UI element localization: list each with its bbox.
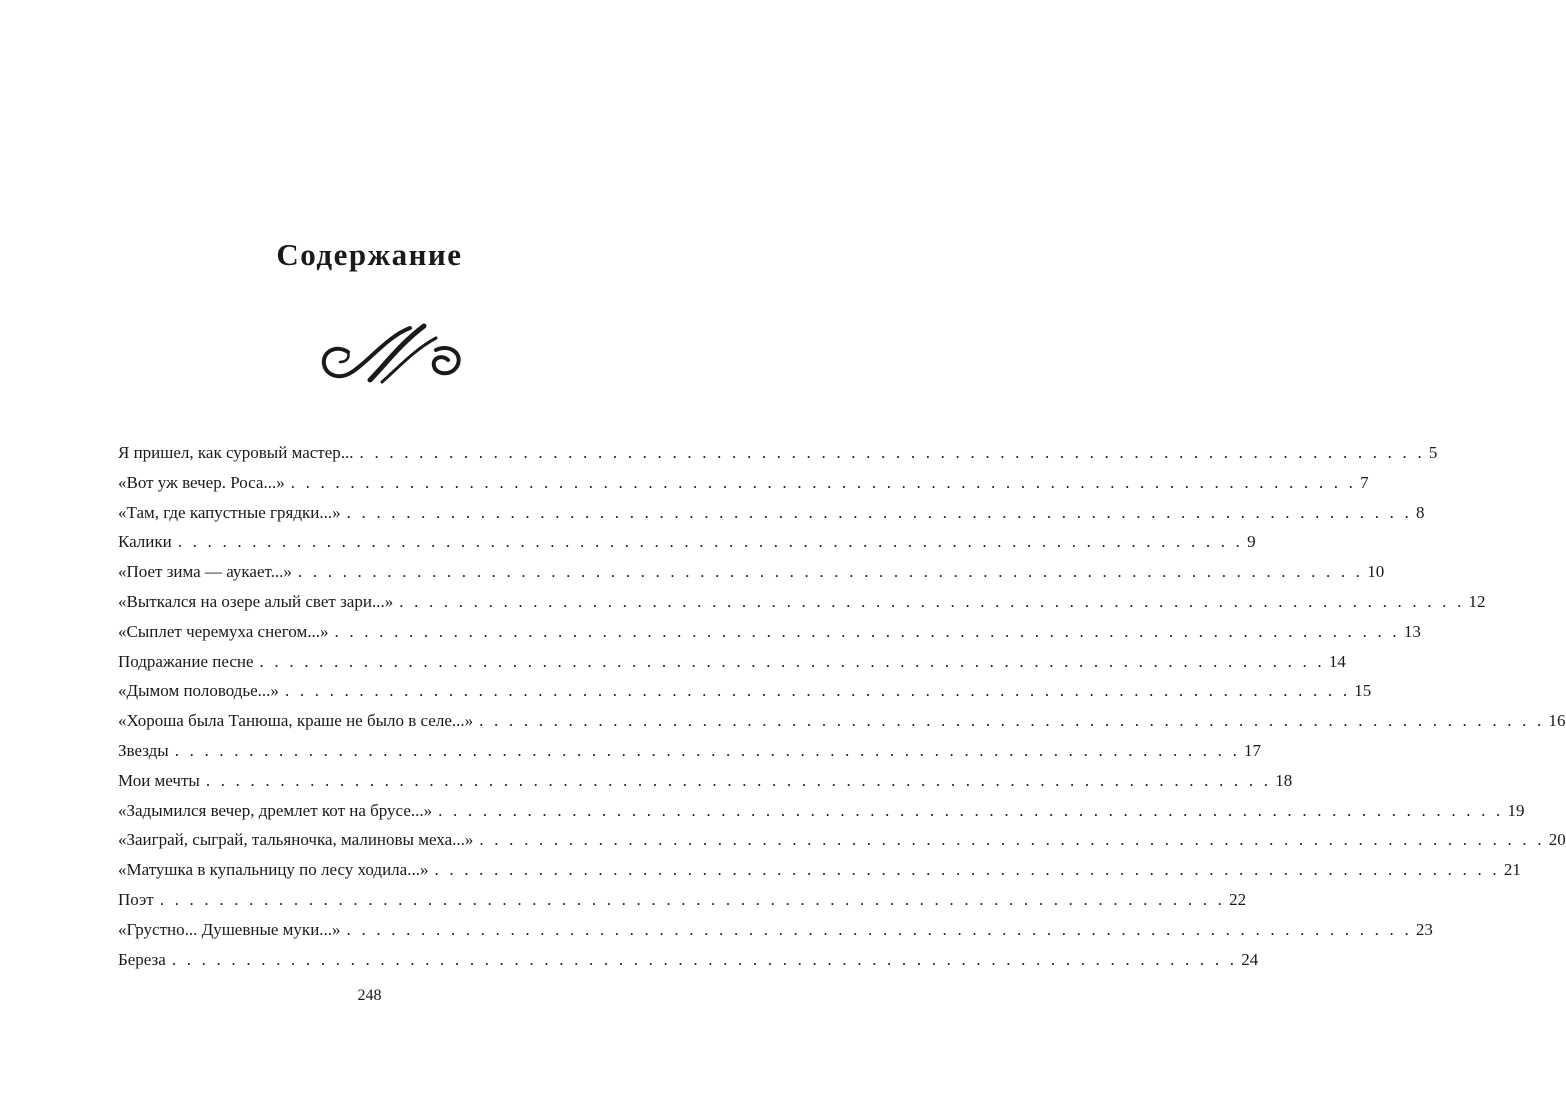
toc-entry[interactable] — [118, 766, 1293, 796]
toc-entry-title: «Дымом половодье...» — [118, 681, 279, 701]
toc-entry-title: «Грустно... Душевные муки...» — [118, 919, 341, 939]
toc-entry-page: 10 — [1367, 562, 1385, 582]
toc-entry[interactable] — [118, 825, 1566, 855]
page-title: Содержание — [276, 237, 463, 272]
toc-entry-title: Поэт — [118, 889, 154, 909]
toc-entry-title: Звезды — [118, 740, 169, 760]
toc-entry[interactable] — [118, 498, 1425, 528]
dot-leader: . . . . . . . . . . . . . . . . . . . . . . . . . . . . . . . . . . . . . . . . . . . . . . . . . . . . . . . . . . . . . . . . . . . . . . . . — [346, 502, 1412, 522]
dot-leader: . . . . . . . . . . . . . . . . . . . . . . . . . . . . . . . . . . . . . . . . . . . . . . . . . . . . . . . . . . . . . . . . . . . . . . . . — [174, 740, 1241, 760]
dot-leader: . . . . . . . . . . . . . . . . . . . . . . . . . . . . . . . . . . . . . . . . . . . . . . . . . . . . . . . . . . . . . . . . . . . . . . . . — [259, 651, 1325, 671]
dot-leader: . . . . . . . . . . . . . . . . . . . . . . . . . . . . . . . . . . . . . . . . . . . . . . . . . . . . . . . . . . . . . . . . . . . . . . . . — [479, 830, 1545, 850]
toc-entry-page: 23 — [1415, 919, 1433, 939]
dot-leader: . . . . . . . . . . . . . . . . . . . . . . . . . . . . . . . . . . . . . . . . . . . . . . . . . . . . . . . . . . . . . . . . . . . . . . . . — [290, 472, 1357, 492]
toc-entry[interactable] — [118, 617, 1421, 647]
toc-entry-page: 13 — [1403, 621, 1421, 641]
toc-entry[interactable] — [118, 438, 1438, 468]
toc-entry[interactable] — [118, 647, 1346, 677]
toc-entry-page: 16 — [1548, 711, 1566, 731]
dot-leader: . . . . . . . . . . . . . . . . . . . . . . . . . . . . . . . . . . . . . . . . . . . . . . . . . . . . . . . . . . . . . . . . . . . . . . . . — [205, 770, 1272, 790]
toc-entry[interactable] — [118, 796, 1525, 826]
toc-entry-page: 5 — [1428, 443, 1438, 462]
toc-entry-title: «Матушка в купальницу по лесу ходила...» — [118, 860, 429, 880]
toc-entry-page: 24 — [1241, 949, 1259, 969]
dot-leader: . . . . . . . . . . . . . . . . . . . . . . . . . . . . . . . . . . . . . . . . . . . . . . . . . . . . . . . . . . . . . . . . . . . . . . . . — [346, 919, 1412, 939]
toc-entry-page: 7 — [1360, 472, 1369, 492]
dot-leader: . . . . . . . . . . . . . . . . . . . . . . . . . . . . . . . . . . . . . . . . . . . . . . . . . . . . . . . . . . . . . . . . . . . . . . . . — [438, 800, 1504, 820]
dot-leader: . . . . . . . . . . . . . . . . . . . . . . . . . . . . . . . . . . . . . . . . . . . . . . . . . . . . . . . . . . . . . . . . . . . . . . . . — [297, 562, 1364, 582]
toc-entry[interactable] — [118, 945, 1259, 975]
page-number: 248 — [357, 987, 382, 1004]
toc-entry-title: «Там, где капустные грядки...» — [118, 502, 341, 522]
dot-leader: . . . . . . . . . . . . . . . . . . . . . . . . . . . . . . . . . . . . . . . . . . . . . . . . . . . . . . . . . . . . . . . . . . . . . . . . — [479, 711, 1545, 731]
toc-entry-page: 21 — [1503, 860, 1521, 880]
toc-entry-title: «Заиграй, сыграй, тальяночка, малиновы меха...» — [118, 830, 474, 850]
dot-leader: . . . . . . . . . . . . . . . . . . . . . . . . . . . . . . . . . . . . . . . . . . . . . . . . . . . . . . . . . . . . . . . . . . . . . . . . — [434, 860, 1500, 880]
toc-entry[interactable] — [118, 736, 1262, 766]
dot-leader: . . . . . . . . . . . . . . . . . . . . . . . . . . . . . . . . . . . . . . . . . . . . . . . . . . . . . . . . . . . . . . . . . . . . . . . . — [399, 591, 1465, 611]
dot-leader: . . . . . . . . . . . . . . . . . . . . . . . . . . . . . . . . . . . . . . . . . . . . . . . . . . . . . . . . . . . . . . . . . . . . . . . . — [284, 681, 1351, 701]
table-of-contents — [118, 438, 1566, 974]
toc-entry-page: 18 — [1275, 770, 1293, 790]
toc-entry-title: Береза — [118, 949, 166, 969]
dot-leader: . . . . . . . . . . . . . . . . . . . . . . . . . . . . . . . . . . . . . . . . . . . . . . . . . . . . . . . . . . . . . . . . . . . . . . . . — [159, 889, 1226, 909]
toc-entry-title: Калики — [118, 532, 172, 552]
flourish-ornament-icon — [318, 322, 466, 384]
dot-leader: . . . . . . . . . . . . . . . . . . . . . . . . . . . . . . . . . . . . . . . . . . . . . . . . . . . . . . . . . . . . . . . . . . . . . . . . — [171, 949, 1238, 969]
toc-entry-title: «Хороша была Танюша, краше не было в селе...» — [118, 711, 474, 731]
toc-entry-page: 19 — [1507, 800, 1525, 820]
toc-entry[interactable] — [118, 706, 1566, 736]
dot-leader: . . . . . . . . . . . . . . . . . . . . . . . . . . . . . . . . . . . . . . . . . . . . . . . . . . . . . . . . . . . . . . . . . . . . . . . . — [334, 621, 1400, 641]
toc-entry-page: 14 — [1328, 651, 1346, 671]
dot-leader: . . . . . . . . . . . . . . . . . . . . . . . . . . . . . . . . . . . . . . . . . . . . . . . . . . . . . . . . . . . . . . . . . . . . . . . . — [177, 532, 1244, 552]
toc-entry-page: 17 — [1244, 740, 1262, 760]
toc-entry-title: «Выткался на озере алый свет зари...» — [118, 591, 394, 611]
toc-entry-page: 22 — [1229, 889, 1247, 909]
toc-entry[interactable] — [118, 885, 1247, 915]
toc-entry-title: «Сыплет черемуха снегом...» — [118, 621, 329, 641]
toc-entry[interactable] — [118, 855, 1521, 885]
toc-entry-page: 12 — [1468, 591, 1486, 611]
toc-entry[interactable] — [118, 587, 1486, 617]
toc-entry-title: «Задымился вечер, дремлет кот на брусе...» — [118, 800, 433, 820]
toc-entry-title: «Поет зима — аукает...» — [118, 562, 292, 582]
toc-entry-page: 9 — [1247, 532, 1256, 552]
toc-entry-title: Мои мечты — [118, 770, 200, 790]
toc-entry[interactable] — [118, 676, 1372, 706]
toc-entry-title: Подражание песне — [118, 651, 254, 671]
toc-entry-title: Я пришел, как суровый мастер... — [118, 443, 354, 462]
toc-entry-page: 20 — [1548, 830, 1566, 850]
toc-entry[interactable] — [118, 468, 1369, 498]
dot-leader: . . . . . . . . . . . . . . . . . . . . . . . . . . . . . . . . . . . . . . . . . . . . . . . . . . . . . . . . . . . . . . . . . . . . . . . . — [359, 443, 1425, 462]
toc-entry[interactable] — [118, 557, 1385, 587]
toc-entry[interactable] — [118, 915, 1433, 945]
toc-entry-page: 8 — [1415, 502, 1425, 522]
toc-entry[interactable] — [118, 527, 1256, 557]
toc-entry-title: «Вот уж вечер. Роса...» — [118, 472, 285, 492]
toc-entry-page: 15 — [1354, 681, 1372, 701]
